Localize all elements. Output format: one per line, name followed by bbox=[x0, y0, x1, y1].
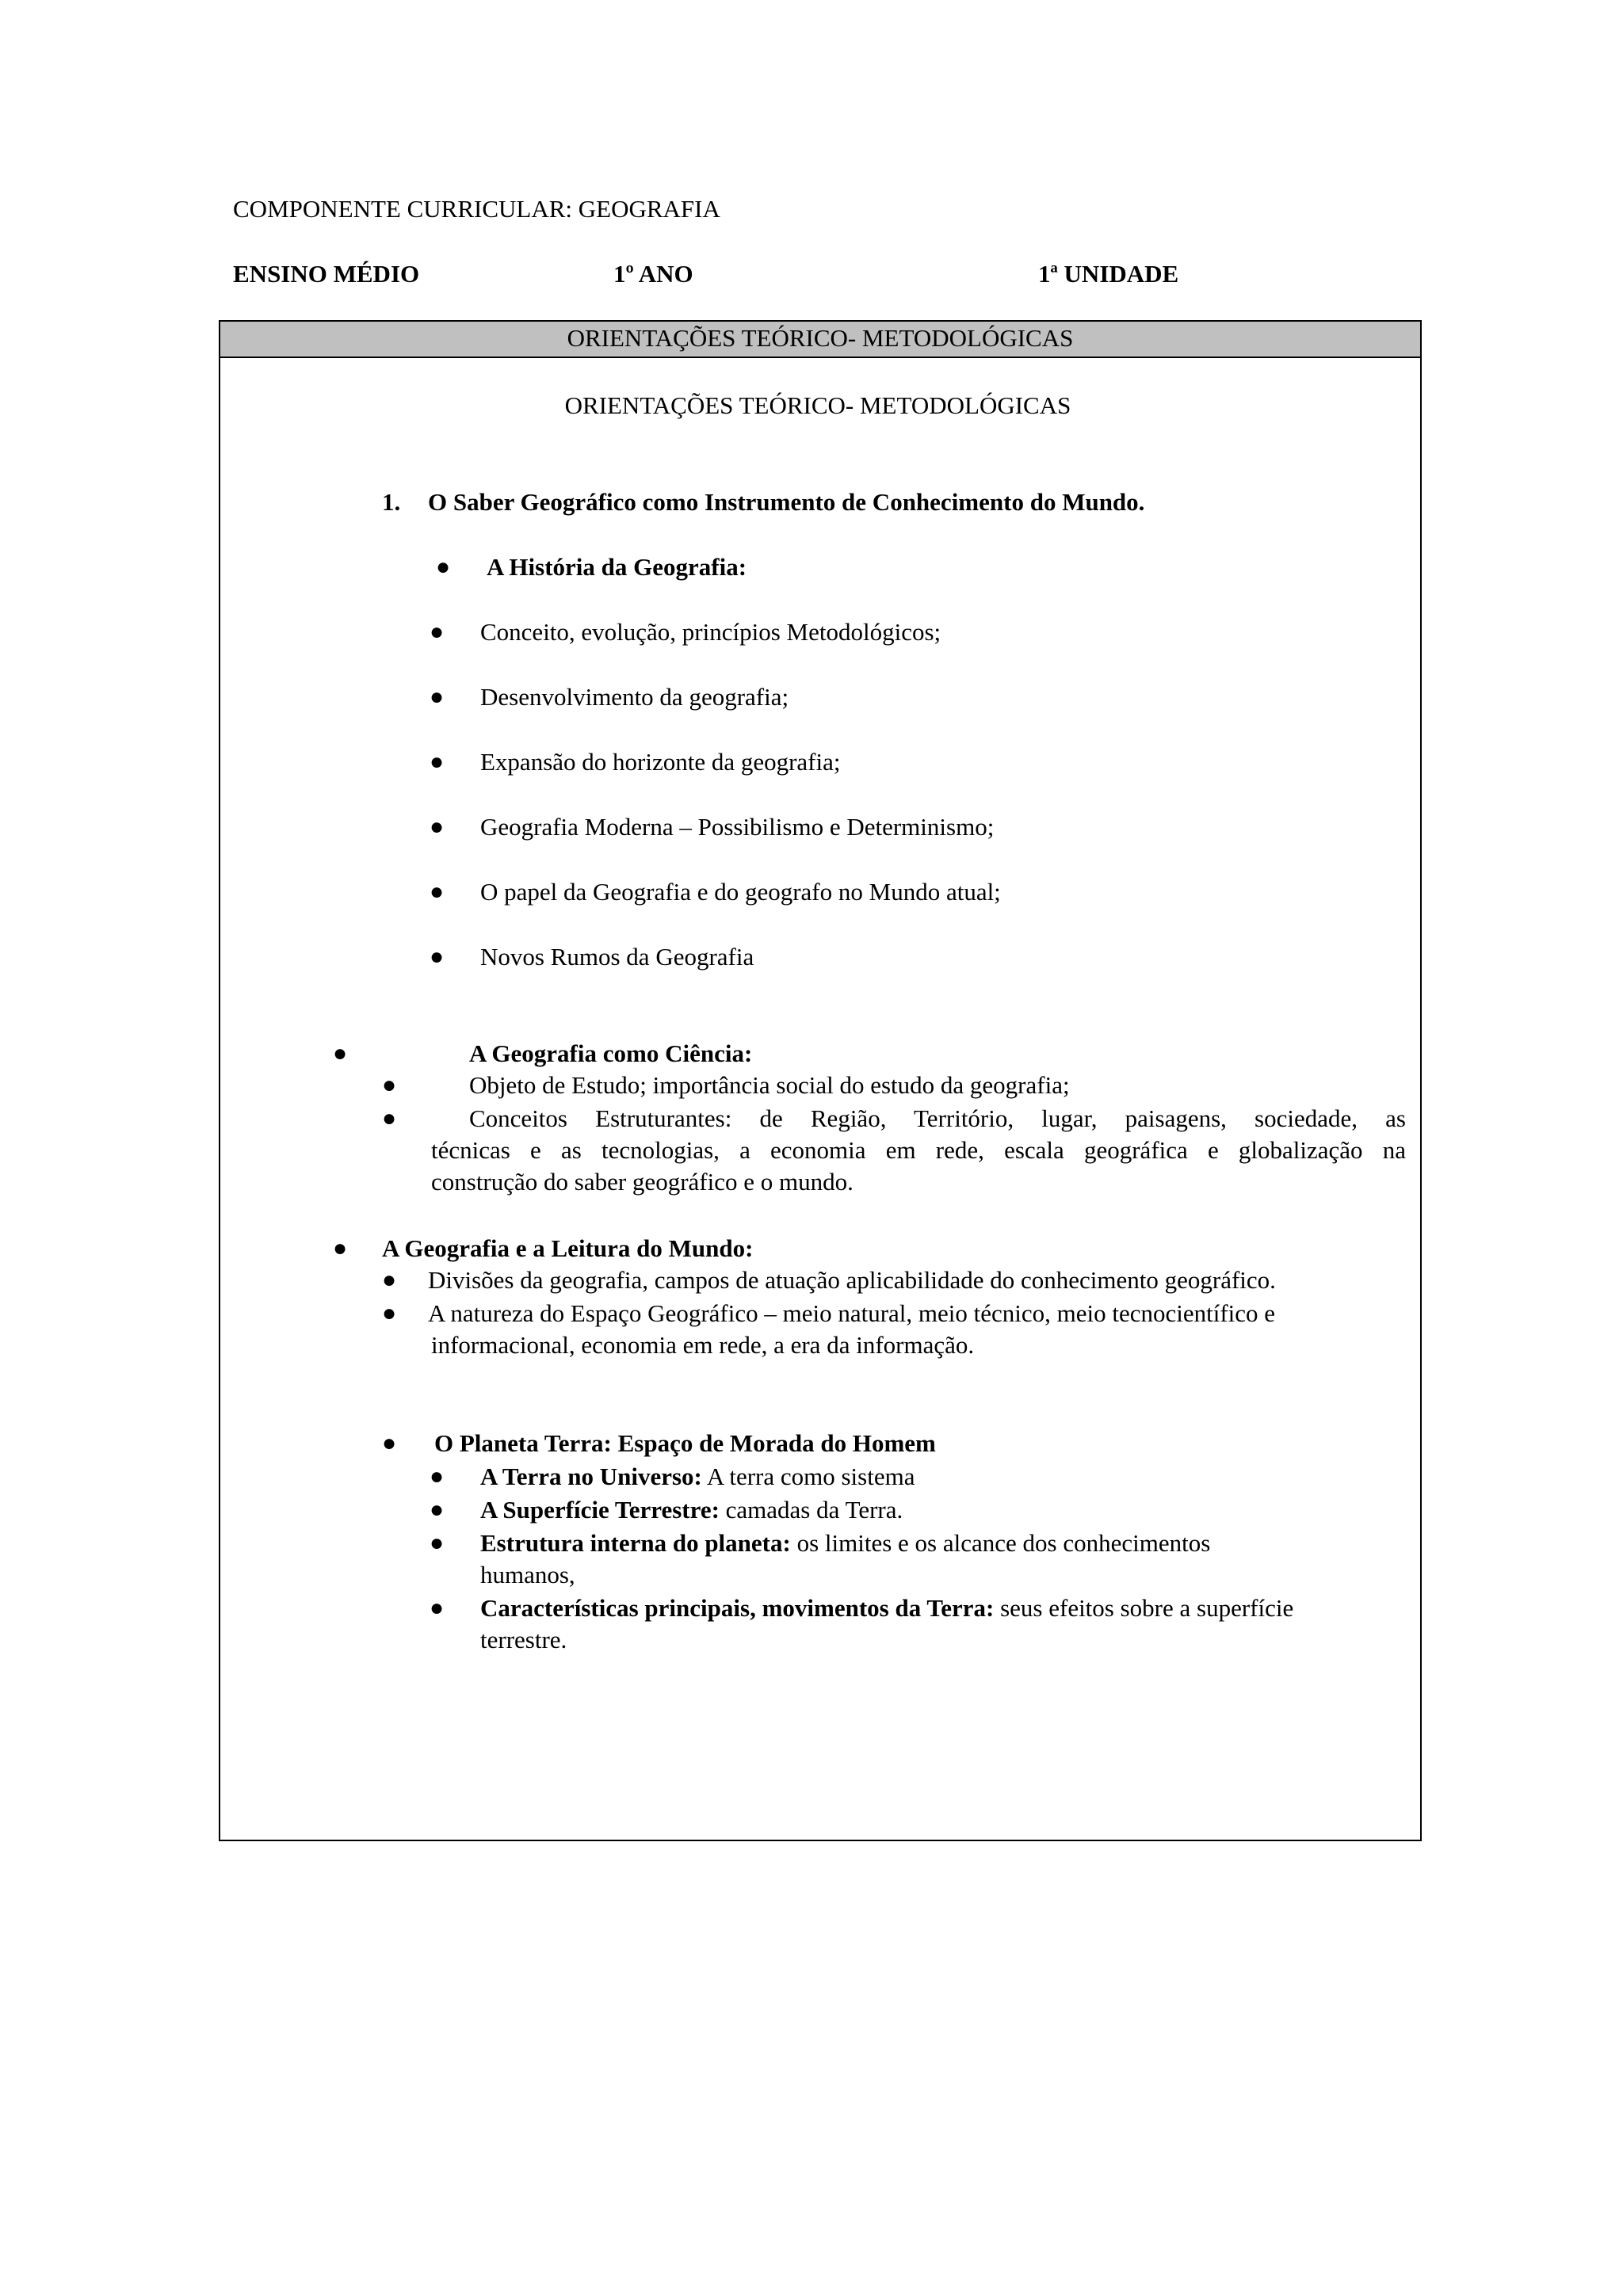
section-heading: A Geografia e a Leitura do Mundo: bbox=[382, 1234, 754, 1262]
bullet-icon: ● bbox=[430, 814, 445, 840]
list-item-line: A natureza do Espaço Geográfico – meio natural, meio técnico, meio tecnocientífico e bbox=[428, 1299, 1276, 1327]
subsection-heading: A História da Geografia: bbox=[487, 553, 747, 581]
list-item bbox=[480, 1494, 903, 1526]
section-title: O Saber Geográfico como Instrumento de Conhecimento do Mundo. bbox=[428, 488, 1145, 516]
bullet-icon: ● bbox=[430, 684, 445, 710]
box-header: ORIENTAÇÕES TEÓRICO- METODOLÓGICAS bbox=[220, 322, 1420, 358]
bullet-icon: ● bbox=[382, 1300, 397, 1326]
bullet-icon: ● bbox=[382, 1072, 397, 1098]
component-title: COMPONENTE CURRICULAR: GEOGRAFIA bbox=[233, 195, 720, 223]
list-item: Expansão do horizonte da geografia; bbox=[480, 748, 841, 776]
list-item-line: informacional, economia em rede, a era da informação. bbox=[431, 1331, 975, 1359]
list-item bbox=[480, 1592, 1293, 1624]
list-item-line: técnicas e as tecnologias, a economia em rede, escala geográfica e globalização na bbox=[431, 1136, 1406, 1164]
bullet-icon: ● bbox=[430, 1497, 445, 1523]
list-item: O papel da Geografia e do geografo no Mundo atual; bbox=[480, 878, 1001, 906]
item-label: Estrutura interna do planeta: bbox=[480, 1529, 791, 1557]
bullet-icon: ● bbox=[430, 749, 445, 775]
bullet-icon: ● bbox=[436, 554, 451, 580]
bullet-icon: ● bbox=[382, 1430, 397, 1456]
list-item: Geografia Moderna – Possibilismo e Determinismo; bbox=[480, 813, 995, 841]
year-label: 1º ANO bbox=[613, 260, 693, 288]
list-item-line: construção do saber geográfico e o mundo. bbox=[431, 1168, 854, 1196]
item-label: A Superfície Terrestre: bbox=[480, 1496, 720, 1524]
bullet-icon: ● bbox=[333, 1235, 348, 1261]
list-item bbox=[480, 1527, 1210, 1559]
section-heading: O Planeta Terra: Espaço de Morada do Homem bbox=[434, 1429, 936, 1457]
item-text: camadas da Terra. bbox=[719, 1496, 903, 1524]
bullet-icon: ● bbox=[430, 1595, 445, 1621]
bullet-icon: ● bbox=[333, 1040, 348, 1066]
bullet-icon: ● bbox=[382, 1267, 397, 1293]
bullet-icon: ● bbox=[430, 879, 445, 905]
list-item: Objeto de Estudo; importância social do estudo da geografia; bbox=[469, 1071, 1070, 1099]
item-label: Características principais, movimentos da Terra: bbox=[480, 1594, 995, 1622]
level-label: ENSINO MÉDIO bbox=[233, 260, 420, 288]
item-text: A terra como sistema bbox=[701, 1463, 915, 1490]
bullet-icon: ● bbox=[430, 619, 445, 645]
list-item: Novos Rumos da Geografia bbox=[480, 943, 754, 971]
list-item: Desenvolvimento da geografia; bbox=[480, 683, 789, 711]
list-item: Conceito, evolução, princípios Metodológicos; bbox=[480, 618, 941, 646]
bullet-icon: ● bbox=[430, 1463, 445, 1489]
item-text: os limites e os alcance dos conhecimentos bbox=[790, 1529, 1211, 1557]
bullet-icon: ● bbox=[430, 944, 445, 970]
list-item: Divisões da geografia, campos de atuação aplicabilidade do conhecimento geográfico. bbox=[428, 1266, 1276, 1294]
bullet-icon: ● bbox=[382, 1105, 397, 1131]
bullet-icon: ● bbox=[430, 1530, 445, 1556]
section-heading: A Geografia como Ciência: bbox=[469, 1039, 753, 1067]
list-item-line: Conceitos Estruturantes: de Região, Território, lugar, paisagens, sociedade, as bbox=[469, 1104, 1406, 1132]
list-item-continuation: humanos, bbox=[480, 1561, 575, 1589]
list-item-continuation: terrestre. bbox=[480, 1626, 567, 1653]
section-number: 1. bbox=[382, 488, 401, 516]
item-text: seus efeitos sobre a superfície bbox=[994, 1594, 1294, 1622]
list-item bbox=[480, 1461, 915, 1493]
box-title: ORIENTAÇÕES TEÓRICO- METODOLÓGICAS bbox=[564, 391, 1071, 419]
unit-label: 1ª UNIDADE bbox=[1038, 260, 1179, 288]
item-label: A Terra no Universo: bbox=[480, 1463, 702, 1490]
